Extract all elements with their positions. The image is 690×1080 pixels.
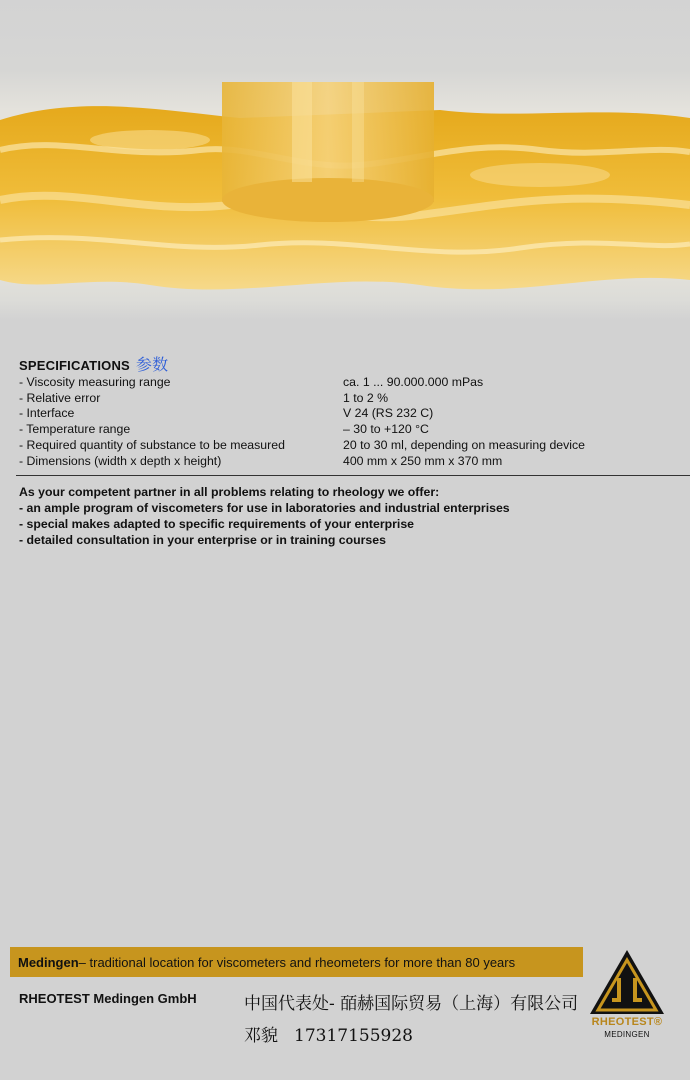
spec-label: - Interface — [19, 406, 75, 420]
spec-label: - Viscosity measuring range — [19, 375, 171, 389]
spec-row — [19, 406, 434, 420]
banner-location: Medingen — [18, 954, 79, 970]
offer-item: - detailed consultation in your enterprise or in training courses — [19, 533, 386, 547]
china-office: 中国代表处- 皕赫国际贸易（上海）有限公司 — [244, 994, 579, 1014]
specifications-title: SPECIFICATIONS — [19, 358, 130, 373]
spec-label: - Dimensions (width x depth x height) — [19, 454, 222, 468]
spec-value: 1 to 2 % — [343, 391, 389, 405]
spec-value: ca. 1 ... 90.000.000 mPas — [343, 375, 484, 389]
spec-row — [19, 422, 429, 436]
spec-value: 20 to 30 ml, depending on measuring device — [343, 438, 585, 452]
contact-name: 邓貌 — [244, 1026, 278, 1046]
company-name: RHEOTEST Medingen GmbH — [19, 991, 197, 1006]
spec-row — [19, 438, 585, 452]
spec-value: 400 mm x 250 mm x 370 mm — [343, 454, 503, 468]
spec-label: - Required quantity of substance to be measured — [19, 438, 285, 452]
banner-text: – traditional location for viscometers and rheometers for more than 80 years — [78, 954, 516, 970]
spec-row — [19, 454, 503, 468]
hero-oil-image — [0, 0, 690, 320]
spec-label: - Relative error — [19, 391, 101, 405]
offer-intro: As your competent partner in all problems relating to rheology we offer: — [19, 485, 440, 499]
logo-triangle-icon — [588, 948, 666, 1016]
specifications-title-cn: 参数 — [135, 355, 169, 374]
offer-item: - special makes adapted to specific requirements of your enterprise — [19, 517, 415, 531]
spec-row — [19, 391, 389, 405]
section-divider — [16, 475, 690, 476]
contact-phone: 17317155928 — [294, 1026, 413, 1046]
spec-value: – 30 to +120 °C — [343, 422, 429, 436]
spec-row — [19, 375, 484, 389]
specifications-heading — [19, 352, 168, 375]
spec-label: - Temperature range — [19, 422, 131, 436]
offer-item: - an ample program of viscometers for use in laboratories and industrial enterprises — [19, 501, 510, 515]
logo-brand: RHEOTEST® — [591, 1016, 663, 1028]
logo-city: MEDINGEN — [604, 1030, 650, 1039]
rheotest-logo — [588, 948, 666, 1043]
spec-value: V 24 (RS 232 C) — [343, 406, 434, 420]
china-contact — [244, 1021, 413, 1046]
footer-banner — [10, 947, 583, 977]
